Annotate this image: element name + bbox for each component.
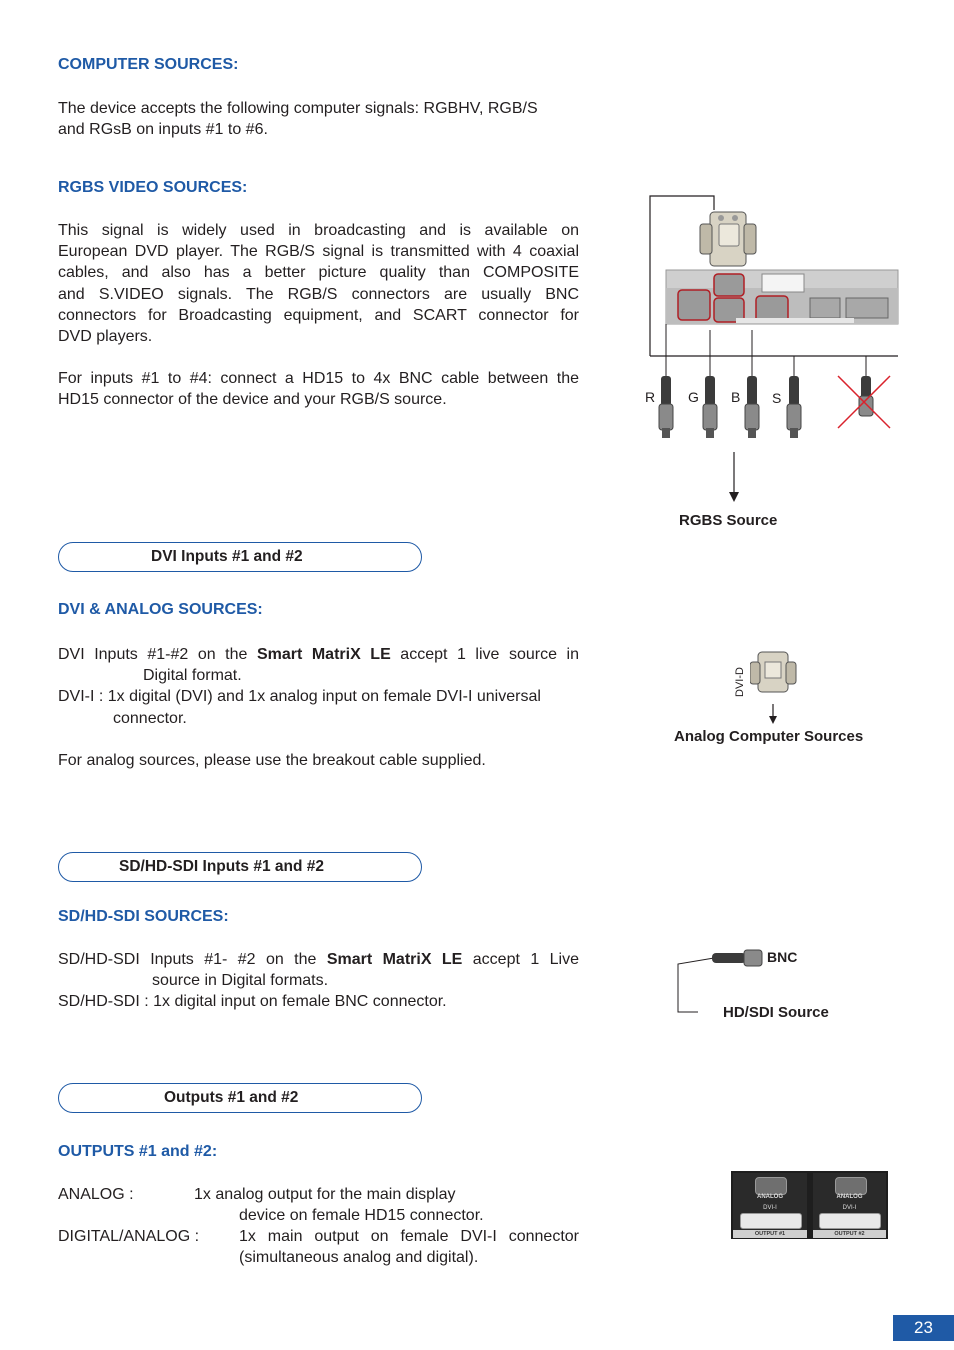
dvi-line-5: For analog sources, please use the breakout cable supplied. (58, 751, 486, 769)
rgbs-line: For inputs #1 to #4: connect a HD15 to 4x BNC cable between the (58, 370, 579, 387)
outputs-heading: OUTPUTS #1 and #2: (58, 1143, 218, 1160)
bnc-plug-icon (659, 376, 673, 438)
rgbs-label-b: B (731, 389, 741, 405)
rgbs-line: European DVD player. The RGB/S signal is transmitted with 4 coaxial (58, 243, 579, 261)
output-1-label: OUTPUT #1 (733, 1230, 807, 1238)
computer-line-2: and RGsB on inputs #1 to #6. (58, 121, 268, 139)
rgbs-line: HD15 connector of the device and your RGB/S source. (58, 391, 447, 409)
analog-value-2: device on female HD15 connector. (239, 1207, 484, 1224)
sdi-line-2: source in Digital formats. (152, 972, 329, 990)
dvi-line-1 (58, 644, 579, 665)
rgbs-line: connectors for Broadcasting equipment, and SCART connector for (58, 306, 579, 324)
output-2-analog-label: ANALOG (836, 1194, 863, 1200)
analog-value-1: 1x analog output for the main display (194, 1186, 456, 1203)
bnc-plug-icon (703, 376, 717, 438)
bnc-plug-icon (745, 376, 759, 438)
outputs-panel-image (731, 1171, 888, 1239)
sdi-line-1c: accept 1 Live (462, 951, 579, 968)
dvi-line-3: DVI-I : 1x digital (DVI) and 1x analog input on female DVI-I universal (58, 688, 541, 706)
crossed-out-plug-icon (838, 356, 890, 428)
sdi-heading: SD/HD-SDI SOURCES: (58, 908, 229, 925)
bnc-label: BNC (767, 949, 798, 965)
sdi-pill-label: SD/HD-SDI Inputs #1 and #2 (119, 858, 324, 875)
dvi-adapter-diagram (750, 650, 800, 726)
dvi-line-2: Digital format. (143, 667, 242, 685)
hd15-port-icon (835, 1177, 867, 1195)
dvi-text (58, 644, 579, 771)
hd-sdi-source-caption: HD/SDI Source (723, 1004, 829, 1021)
analog-row (58, 1184, 579, 1205)
rgbs-line: This signal is widely used in broadcasting and is available on (58, 222, 579, 239)
dvi-d-side-label (726, 661, 756, 701)
sdi-inputs-pill (58, 852, 422, 882)
rgbs-line: cables, and also has a better picture quality than COMPOSITE (58, 264, 579, 282)
page-number: 23 (893, 1315, 954, 1341)
rgbs-line: DVD players. (58, 328, 153, 346)
bnc-connector-icon (712, 950, 762, 966)
outputs-pill-label: Outputs #1 and #2 (164, 1089, 299, 1106)
device-rear-panel-icon (666, 270, 898, 324)
digital-value-2: (simultaneous analog and digital). (239, 1249, 479, 1267)
analog-key: ANALOG : (58, 1186, 134, 1203)
dvi-line-1c: accept 1 live source in (390, 646, 580, 663)
output-2-dvi-label: DVI-I (842, 1205, 857, 1211)
digital-row (58, 1226, 579, 1247)
dvi-analog-heading: DVI & ANALOG SOURCES: (58, 601, 263, 618)
dvi-pill-label: DVI Inputs #1 and #2 (151, 548, 303, 565)
digital-key: DIGITAL/ANALOG : (58, 1228, 200, 1246)
dvi-adapter-icon (750, 652, 796, 692)
output-1-dvi-label: DVI-I (763, 1205, 777, 1211)
computer-sources-text (58, 98, 579, 140)
product-name: Smart MatriX LE (326, 951, 463, 968)
rgbs-heading: RGBS VIDEO SOURCES: (58, 179, 248, 196)
output-2-label: OUTPUT #2 (813, 1230, 886, 1238)
dvi-port-icon (740, 1213, 802, 1229)
outputs-pill (58, 1083, 422, 1113)
digital-value-1: 1x main output on female DVI-I connector (239, 1228, 579, 1246)
analog-computer-sources-caption: Analog Computer Sources (674, 728, 864, 745)
outputs-text (58, 1184, 579, 1268)
product-name: Smart MatriX LE (256, 646, 391, 663)
sdi-text (58, 949, 579, 1013)
rgbs-label-g: G (688, 389, 699, 405)
sdi-line-1 (58, 949, 579, 970)
rgbs-label-s: S (772, 390, 782, 406)
hd15-port-icon (755, 1177, 787, 1195)
output-2-panel (813, 1173, 886, 1237)
dvi-d-label-text: DVI-D (734, 667, 746, 697)
rgbs-label-r: R (645, 389, 656, 405)
rgbs-paragraph-2 (58, 368, 579, 410)
output-1-panel (733, 1173, 807, 1237)
output-1-analog-label: ANALOG (757, 1194, 783, 1200)
computer-line-1: The device accepts the following computer signals: RGBHV, RGB/S (58, 100, 538, 117)
rgbs-line: and S.VIDEO signals. The RGB/S connectors are usually BNC (58, 285, 579, 303)
dvi-line-4: connector. (113, 709, 187, 727)
dvi-port-icon (819, 1213, 881, 1229)
sdi-cable-line (678, 958, 714, 1012)
sdi-line-1a: SD/HD-SDI Inputs #1- #2 on the (58, 951, 327, 968)
rgbs-source-caption: RGBS Source (679, 512, 778, 529)
computer-sources-heading: COMPUTER SOURCES: (58, 56, 239, 73)
dvi-line-1a: DVI Inputs #1-#2 on the (58, 646, 257, 663)
dvi-inputs-pill (58, 542, 422, 572)
rgbs-paragraph-1 (58, 220, 579, 347)
rgbs-connection-diagram (640, 190, 910, 510)
sdi-line-3: SD/HD-SDI : 1x digital input on female BNC connector. (58, 993, 447, 1011)
hd15-adapter-icon (700, 212, 756, 266)
bnc-plug-icon (787, 376, 801, 438)
